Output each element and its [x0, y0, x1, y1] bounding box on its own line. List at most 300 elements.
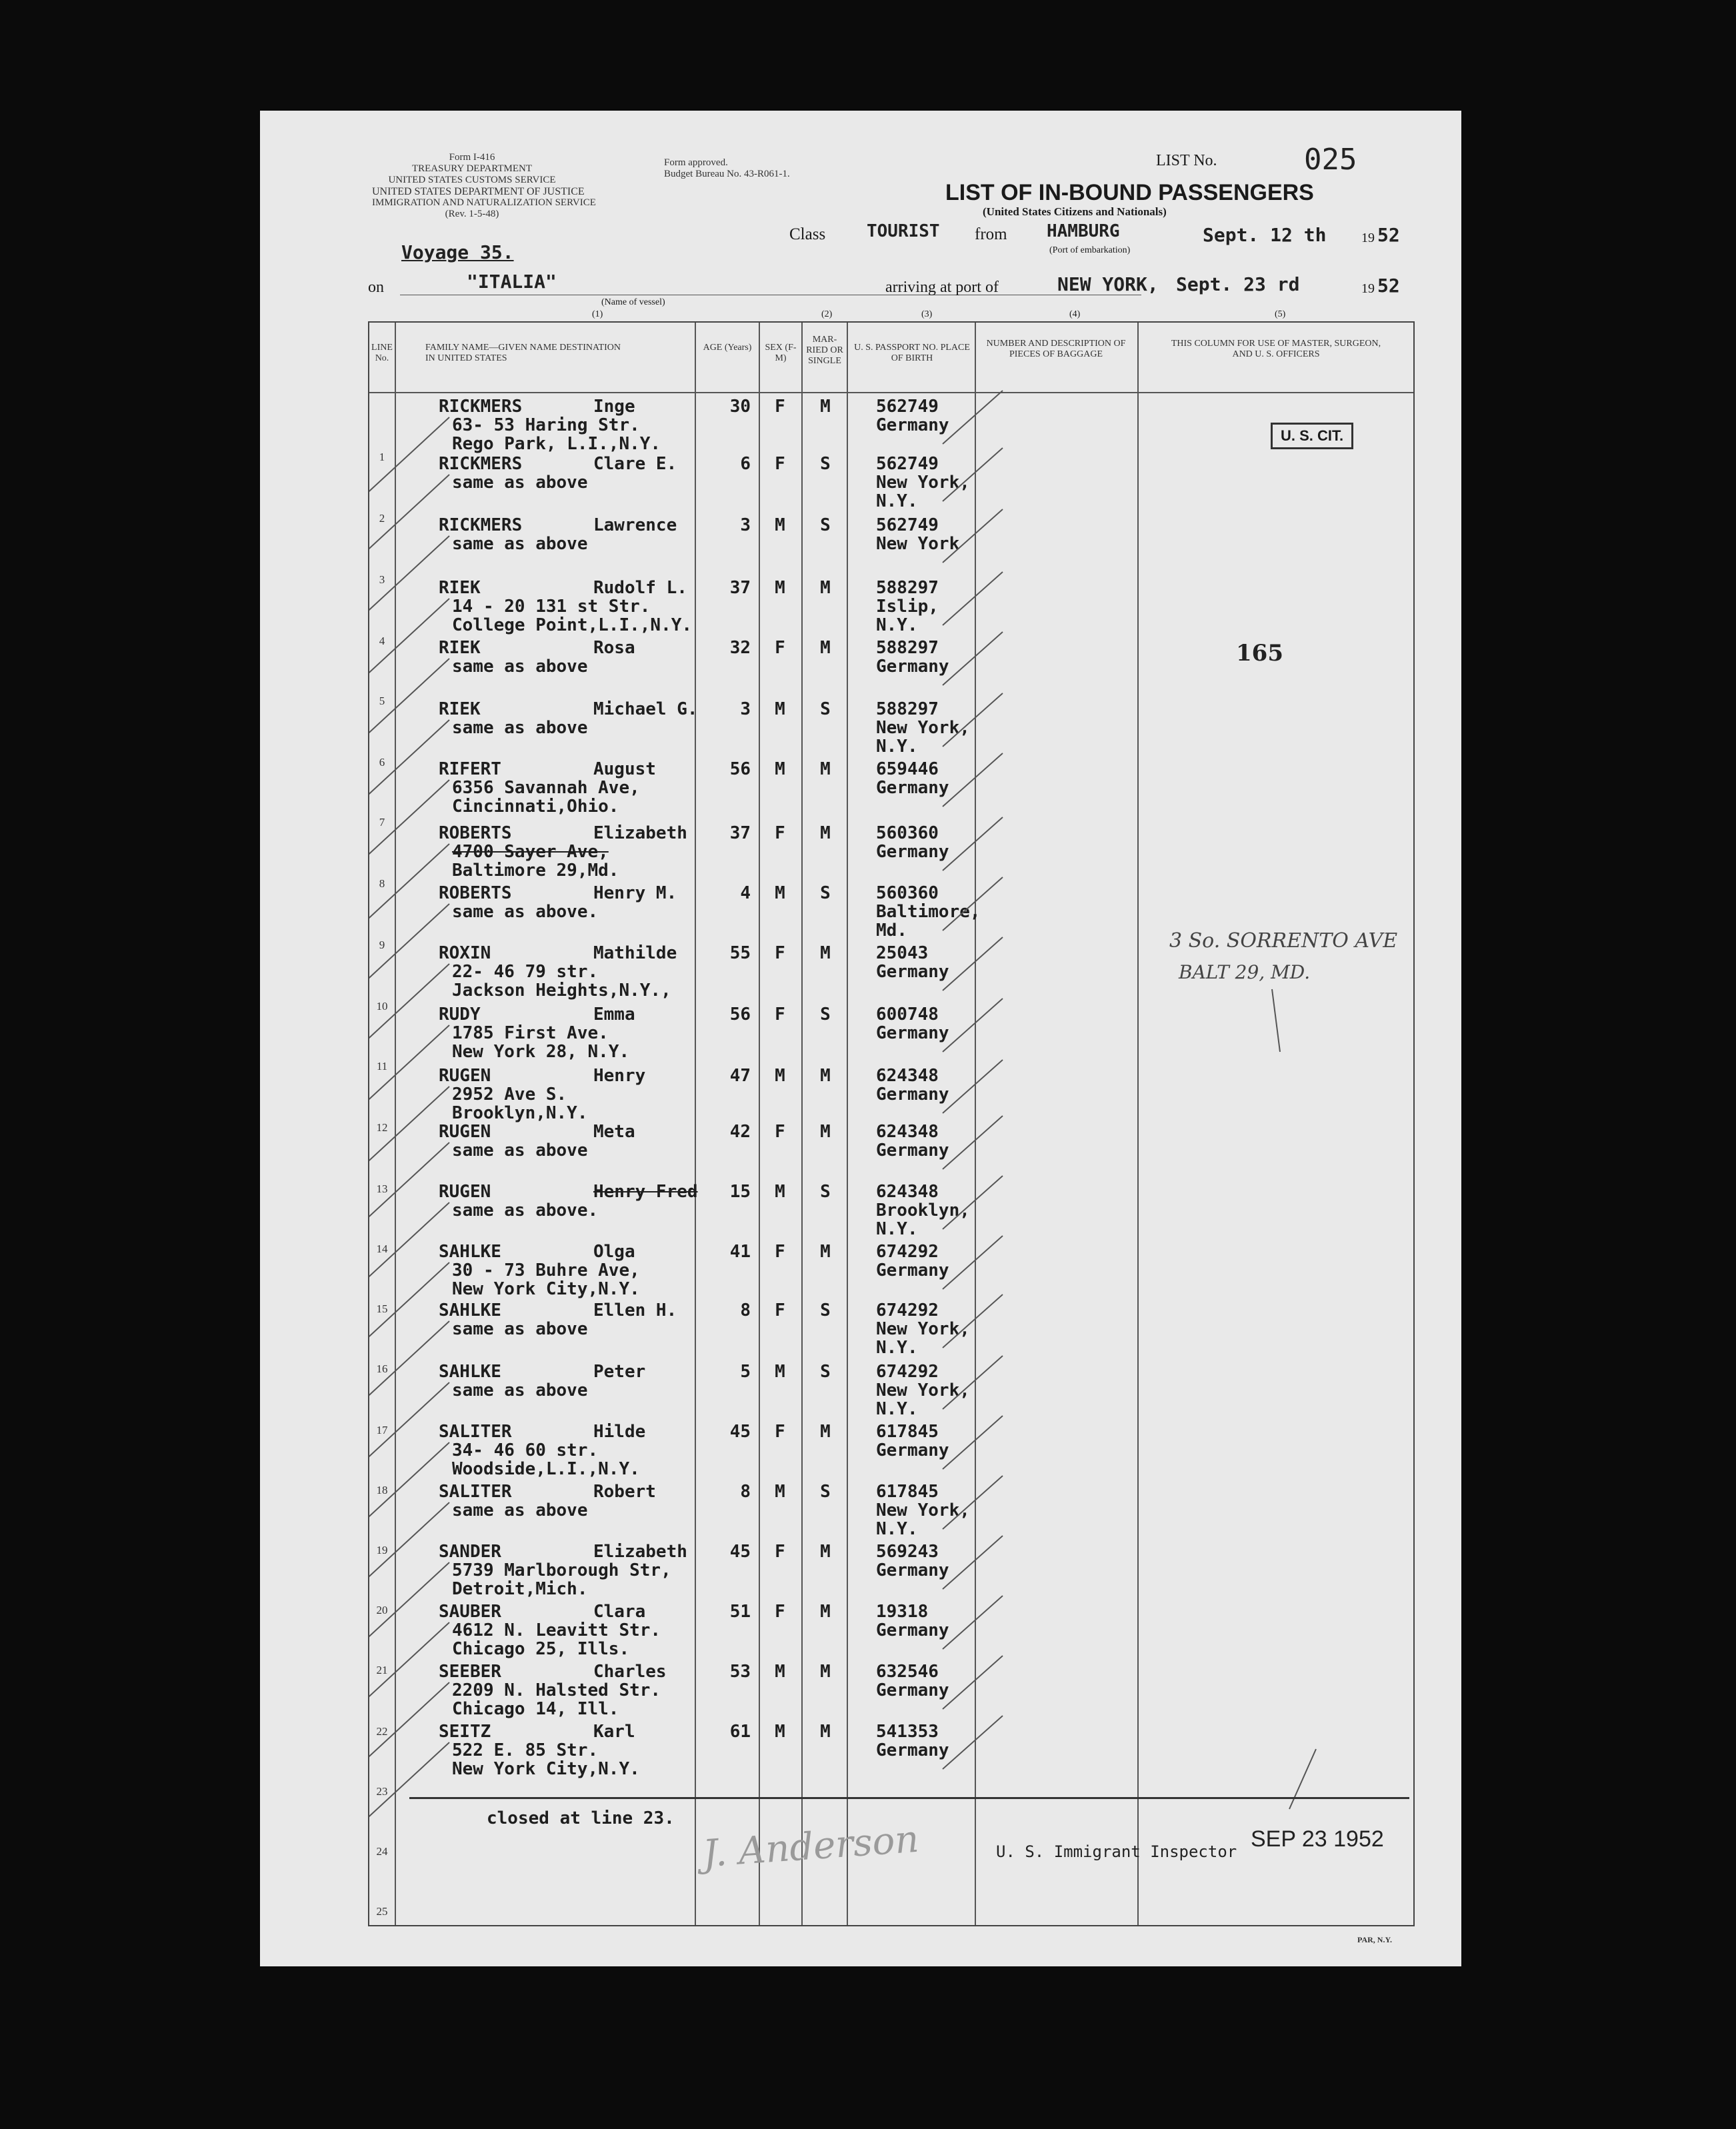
check-mark — [369, 1025, 449, 1105]
passport-number: 560360 — [876, 823, 939, 843]
birthplace-line-2: N.Y. — [876, 1399, 918, 1419]
check-mark — [943, 1294, 1003, 1348]
family-name: RICKMERS — [439, 397, 523, 417]
marital-status: M — [820, 943, 831, 963]
sex: F — [775, 823, 785, 843]
age: 45 — [729, 1422, 751, 1442]
list-number: 025 — [1304, 143, 1357, 177]
passport-number: 617845 — [876, 1422, 939, 1442]
passport-number: 659446 — [876, 759, 939, 779]
given-name: Lawrence — [593, 515, 677, 535]
sex: F — [775, 1122, 785, 1142]
line-number: 4 — [379, 635, 385, 647]
check-mark — [369, 844, 449, 924]
given-name: Emma — [593, 1005, 635, 1025]
given-name: Elizabeth — [593, 823, 687, 843]
birthplace-line-1: New York, — [876, 1319, 970, 1339]
passport-number: 600748 — [876, 1005, 939, 1025]
birthplace-line-1: New York, — [876, 718, 970, 738]
line-number: 23 — [376, 1785, 388, 1798]
line-number: 10 — [376, 1000, 388, 1013]
header-sex: SEX (F-M) — [765, 343, 797, 363]
passport-number: 588297 — [876, 578, 939, 598]
sex: F — [775, 454, 785, 474]
address-line-1: 14 - 20 131 st Str. — [452, 597, 651, 617]
marital-status: M — [820, 1066, 831, 1086]
age: 30 — [729, 397, 751, 417]
age: 3 — [740, 515, 751, 535]
birthplace-line-2: Md. — [876, 921, 907, 941]
birthplace-line-1: Germany — [876, 1084, 949, 1104]
check-mark — [369, 475, 449, 555]
age: 56 — [729, 759, 751, 779]
marital-status: M — [820, 1602, 831, 1622]
family-name: RICKMERS — [439, 454, 523, 474]
class-label: Class — [789, 225, 826, 243]
age: 37 — [729, 823, 751, 843]
age: 32 — [729, 638, 751, 658]
given-name: Peter — [593, 1362, 646, 1382]
family-name: RUGEN — [439, 1182, 491, 1202]
birthplace-line-1: Germany — [876, 842, 949, 862]
check-mark — [369, 1682, 449, 1762]
ins-service: IMMIGRATION AND NATURALIZATION SERVICE — [372, 197, 596, 208]
address-line-1: same as above. — [452, 1200, 599, 1220]
check-mark — [943, 1116, 1003, 1169]
address-line-2: Jackson Heights,N.Y., — [452, 981, 671, 1001]
check-mark — [369, 1502, 449, 1582]
family-name: SAHLKE — [439, 1300, 501, 1320]
age: 6 — [740, 454, 751, 474]
given-name: Elizabeth — [593, 1542, 687, 1562]
departure-date: Sept. 12 th — [1203, 224, 1327, 246]
printer-mark: PAR, N.Y. — [1357, 1935, 1393, 1944]
marital-status: M — [820, 1662, 831, 1682]
family-name: RIEK — [439, 699, 481, 719]
address-line-1: 5739 Marlborough Str, — [452, 1560, 671, 1580]
age: 5 — [740, 1362, 751, 1382]
inspection-stamp-date: SEP 23 1952 — [1251, 1826, 1384, 1852]
family-name: ROXIN — [439, 943, 491, 963]
address-line-2: College Point,L.I.,N.Y. — [452, 615, 693, 635]
line-number: 20 — [376, 1604, 388, 1616]
check-mark — [943, 877, 1003, 931]
sex: F — [775, 1422, 785, 1442]
check-mark — [369, 904, 449, 984]
sex: M — [775, 1362, 785, 1382]
given-name: Karl — [593, 1722, 635, 1742]
marital-status: S — [820, 1005, 831, 1025]
form-number: Form I-416 — [449, 152, 495, 163]
given-name: Rudolf L. — [593, 578, 687, 598]
sex: M — [775, 1066, 785, 1086]
family-name: SANDER — [439, 1542, 501, 1562]
marital-status: S — [820, 1182, 831, 1202]
birthplace-line-1: Germany — [876, 1440, 949, 1460]
family-name: ROBERTS — [439, 823, 512, 843]
marital-status: S — [820, 1482, 831, 1502]
check-mark — [943, 1596, 1003, 1649]
marital-status: M — [820, 759, 831, 779]
given-name: Henry — [593, 1066, 646, 1086]
us-citizen-stamp: U. S. CIT. — [1271, 423, 1353, 449]
address-line-1: same as above — [452, 1140, 588, 1160]
check-mark — [943, 1656, 1003, 1709]
address-line-1: same as above — [452, 473, 588, 493]
address-line-2: Woodside,L.I.,N.Y. — [452, 1459, 640, 1479]
vessel-name: "ITALIA" — [467, 271, 557, 293]
sex: M — [775, 699, 785, 719]
col-num-1: (1) — [592, 309, 603, 319]
birthplace-line-2: N.Y. — [876, 491, 918, 511]
check-mark — [369, 536, 449, 616]
family-name: RUDY — [439, 1005, 481, 1025]
justice-dept: UNITED STATES DEPARTMENT OF JUSTICE — [372, 186, 585, 197]
check-mark — [369, 599, 449, 679]
birthplace-line-1: New York, — [876, 1380, 970, 1400]
port-embark-note: (Port of embarkation) — [1049, 245, 1131, 255]
family-name: ROBERTS — [439, 883, 512, 903]
given-name: Ellen H. — [593, 1300, 677, 1320]
closed-note: closed at line 23. — [487, 1808, 675, 1828]
line-number: 17 — [376, 1424, 388, 1436]
line-number: 15 — [376, 1302, 388, 1315]
line-number: 9 — [379, 939, 385, 951]
address-line-2: Chicago 25, Ills. — [452, 1639, 630, 1659]
address-line-2: Brooklyn,N.Y. — [452, 1103, 588, 1123]
header-married: MAR- RIED OR SINGLE — [806, 335, 843, 366]
address-line-1: 63- 53 Haring Str. — [452, 415, 640, 435]
page-title: LIST OF IN-BOUND PASSENGERS — [945, 180, 1314, 205]
line-number: 2 — [379, 512, 385, 525]
arriving-label: arriving at port of — [885, 279, 999, 296]
address-line-2: Chicago 14, Ill. — [452, 1699, 619, 1719]
passport-number: 632546 — [876, 1662, 939, 1682]
birthplace-line-1: Baltimore, — [876, 902, 981, 922]
form-approval — [664, 157, 790, 180]
check-mark — [943, 1476, 1003, 1529]
birthplace-line-1: New York — [876, 534, 960, 554]
from-label: from — [975, 225, 1007, 243]
address-line-2: New York City,N.Y. — [452, 1279, 640, 1299]
from-value: HAMBURG — [1047, 221, 1120, 241]
age: 8 — [740, 1482, 751, 1502]
officer-note-2: BALT 29, MD. — [1179, 961, 1311, 983]
sex: M — [775, 578, 785, 598]
line-number: 21 — [376, 1664, 388, 1676]
passport-number: 541353 — [876, 1722, 939, 1742]
header-age: AGE (Years) — [703, 343, 752, 353]
check-mark — [943, 509, 1003, 563]
check-mark — [369, 1086, 449, 1166]
birthplace-line-1: Germany — [876, 1620, 949, 1640]
check-marks — [369, 323, 1413, 1925]
arrival-year-prefix: 19 — [1361, 281, 1375, 296]
address-line-1: 4612 N. Leavitt Str. — [452, 1620, 661, 1640]
address-line-1: 2952 Ave S. — [452, 1084, 567, 1104]
line-number: 19 — [376, 1544, 388, 1556]
check-mark — [369, 1321, 449, 1401]
age: 45 — [729, 1542, 751, 1562]
arrival-port: NEW YORK, — [1057, 273, 1159, 295]
marital-status: M — [820, 1122, 831, 1142]
line-number: 12 — [376, 1121, 388, 1134]
passport-number: 617845 — [876, 1482, 939, 1502]
given-name: Clara — [593, 1602, 646, 1622]
passport-number: 19318 — [876, 1602, 929, 1622]
check-mark — [369, 964, 449, 1044]
check-mark — [943, 448, 1003, 501]
passport-number: 674292 — [876, 1242, 939, 1262]
check-mark — [943, 1236, 1003, 1289]
line-number: 13 — [376, 1182, 388, 1195]
line-number: 7 — [379, 816, 385, 829]
check-mark — [369, 720, 449, 800]
sex: F — [775, 638, 785, 658]
on-label: on — [368, 279, 384, 296]
form-approved: Form approved. — [664, 157, 728, 168]
passport-number: 588297 — [876, 638, 939, 658]
address-line-2: New York City,N.Y. — [452, 1759, 640, 1779]
list-label: LIST No. — [1156, 152, 1217, 169]
age: 4 — [740, 883, 751, 903]
marital-status: M — [820, 578, 831, 598]
check-mark — [369, 1382, 449, 1462]
address-line-1: 522 E. 85 Str. — [452, 1740, 599, 1760]
passport-number: 560360 — [876, 883, 939, 903]
address-line-2: Rego Park, L.I.,N.Y. — [452, 434, 661, 454]
passport-number: 569243 — [876, 1542, 939, 1562]
address-line-1: same as above — [452, 1319, 588, 1339]
check-mark — [369, 780, 449, 860]
birthplace-line-2: N.Y. — [876, 1519, 918, 1539]
line-number: 22 — [376, 1725, 388, 1738]
sex: F — [775, 397, 785, 417]
officer-count: 165 — [1236, 640, 1283, 667]
age: 37 — [729, 578, 751, 598]
address-line-1: 30 - 73 Buhre Ave, — [452, 1260, 640, 1280]
age: 8 — [740, 1300, 751, 1320]
sex: F — [775, 1300, 785, 1320]
passport-number: 562749 — [876, 515, 939, 535]
check-mark — [369, 1202, 449, 1282]
address-line-1: 6356 Savannah Ave, — [452, 778, 640, 798]
given-name: Hilde — [593, 1422, 646, 1442]
revision-date: (Rev. 1-5-48) — [445, 209, 499, 219]
address-line-1: same as above — [452, 1500, 588, 1520]
check-mark — [369, 1742, 449, 1822]
line-number: 24 — [376, 1845, 388, 1858]
marital-status: M — [820, 1542, 831, 1562]
col-num-4: (4) — [1069, 309, 1081, 319]
passenger-table — [368, 321, 1415, 1926]
age: 56 — [729, 1005, 751, 1025]
age: 15 — [729, 1182, 751, 1202]
departure-year-prefix: 19 — [1361, 231, 1375, 245]
given-name: Inge — [593, 397, 635, 417]
birthplace-line-2: N.Y. — [876, 1338, 918, 1358]
sex: F — [775, 1242, 785, 1262]
given-name: Michael G. — [593, 699, 698, 719]
header-name: FAMILY NAME—GIVEN NAME DESTINATION IN UNITED STATES — [425, 343, 621, 363]
check-mark — [369, 1562, 449, 1642]
marital-status: M — [820, 823, 831, 843]
arrival-date: Sept. 23 rd — [1176, 273, 1300, 295]
marital-status: S — [820, 699, 831, 719]
check-mark — [1272, 989, 1280, 1052]
family-name: SALITER — [439, 1422, 512, 1442]
age: 47 — [729, 1066, 751, 1086]
check-mark — [943, 391, 1003, 444]
passport-number: 674292 — [876, 1362, 939, 1382]
arrival-year: 52 — [1377, 275, 1400, 297]
manifest-page — [260, 111, 1461, 1966]
given-name: Clare E. — [593, 454, 677, 474]
given-name: August — [593, 759, 656, 779]
marital-status: S — [820, 454, 831, 474]
family-name: SAHLKE — [439, 1362, 501, 1382]
sex: M — [775, 1662, 785, 1682]
sex: F — [775, 1542, 785, 1562]
age: 55 — [729, 943, 751, 963]
address-line-1: same as above — [452, 534, 588, 554]
check-mark — [943, 632, 1003, 685]
age: 41 — [729, 1242, 751, 1262]
family-name: SAUBER — [439, 1602, 501, 1622]
sex: M — [775, 883, 785, 903]
col-num-2: (2) — [821, 309, 833, 319]
line-number: 5 — [379, 695, 385, 707]
address-line-1: 1785 First Ave. — [452, 1023, 609, 1043]
birthplace-line-1: Germany — [876, 778, 949, 798]
passport-number: 588297 — [876, 699, 939, 719]
birthplace-line-1: Germany — [876, 1680, 949, 1700]
inspector-signature: J. Anderson — [701, 1817, 921, 1876]
check-mark — [943, 817, 1003, 871]
close-line — [409, 1797, 1409, 1799]
address-line-2: Detroit,Mich. — [452, 1579, 588, 1599]
check-mark — [943, 693, 1003, 747]
address-line-2: New York 28, N.Y. — [452, 1042, 630, 1062]
sex: M — [775, 515, 785, 535]
marital-status: M — [820, 397, 831, 417]
address-line-1: same as above. — [452, 902, 599, 922]
check-mark — [369, 1442, 449, 1522]
passport-number: 562749 — [876, 454, 939, 474]
header-passport: U. S. PASSPORT NO. PLACE OF BIRTH — [854, 343, 970, 363]
given-name: Rosa — [593, 638, 635, 658]
header-line-no: LINE No. — [371, 343, 393, 363]
line-number: 8 — [379, 877, 385, 890]
given-name: Henry M. — [593, 883, 677, 903]
budget-bureau: Budget Bureau No. 43-R061-1. — [664, 169, 790, 179]
address-line-2: Baltimore 29,Md. — [452, 861, 619, 881]
departure-year: 52 — [1377, 224, 1400, 246]
sex: M — [775, 759, 785, 779]
birthplace-line-1: Germany — [876, 1260, 949, 1280]
check-mark — [369, 1142, 449, 1222]
sex: M — [775, 1182, 785, 1202]
age: 61 — [729, 1722, 751, 1742]
sex: M — [775, 1722, 785, 1742]
birthplace-line-1: New York, — [876, 473, 970, 493]
agency-block — [372, 152, 596, 220]
check-mark — [943, 937, 1003, 991]
family-name: RIEK — [439, 638, 481, 658]
birthplace-line-2: N.Y. — [876, 1219, 918, 1239]
sex: F — [775, 1005, 785, 1025]
given-name: Charles — [593, 1662, 667, 1682]
birthplace-line-1: Germany — [876, 1740, 949, 1760]
check-mark — [943, 1356, 1003, 1409]
address-line-1: 34- 46 60 str. — [452, 1440, 599, 1460]
birthplace-line-1: Germany — [876, 415, 949, 435]
line-number: 16 — [376, 1362, 388, 1375]
marital-status: S — [820, 515, 831, 535]
vessel-note: (Name of vessel) — [601, 297, 665, 307]
line-number: 25 — [376, 1905, 388, 1918]
line-number: 14 — [376, 1242, 388, 1255]
voyage-number: Voyage 35. — [401, 241, 514, 263]
passport-number: 674292 — [876, 1300, 939, 1320]
given-name: Olga — [593, 1242, 635, 1262]
passport-number: 624348 — [876, 1182, 939, 1202]
address-line-1: same as above — [452, 1380, 588, 1400]
class-value: TOURIST — [867, 221, 940, 241]
check-mark — [943, 1176, 1003, 1229]
check-mark — [943, 1536, 1003, 1589]
birthplace-line-1: Islip, — [876, 597, 939, 617]
address-line-1: 4700 Sayer Ave, — [452, 842, 609, 862]
header-officers: THIS COLUMN FOR USE OF MASTER, SURGEON, AND U. S. OFFICERS — [1171, 339, 1381, 359]
officer-note-1: 3 So. SORRENTO AVE — [1169, 929, 1398, 953]
address-line-1: 22- 46 79 str. — [452, 962, 599, 982]
given-name: Mathilde — [593, 943, 677, 963]
birthplace-line-1: Germany — [876, 962, 949, 982]
line-number: 11 — [376, 1060, 388, 1072]
given-name: Robert — [593, 1482, 656, 1502]
check-mark — [369, 1262, 449, 1342]
check-mark — [369, 659, 449, 739]
birthplace-line-2: N.Y. — [876, 615, 918, 635]
birthplace-line-1: New York, — [876, 1500, 970, 1520]
check-mark — [943, 999, 1003, 1052]
check-mark — [943, 572, 1003, 625]
treasury-dept: TREASURY DEPARTMENT — [411, 163, 533, 174]
birthplace-line-1: Germany — [876, 1023, 949, 1043]
sex: F — [775, 1602, 785, 1622]
given-name: Henry Fred — [593, 1182, 698, 1202]
col-num-5: (5) — [1275, 309, 1286, 319]
address-line-2: Cincinnati,Ohio. — [452, 797, 619, 817]
customs-service: UNITED STATES CUSTOMS SERVICE — [388, 175, 556, 185]
sex: F — [775, 943, 785, 963]
inspector-label: U. S. Immigrant Inspector — [996, 1842, 1237, 1861]
marital-status: M — [820, 1722, 831, 1742]
check-mark — [943, 1416, 1003, 1469]
family-name: SEITZ — [439, 1722, 491, 1742]
birthplace-line-2: N.Y. — [876, 737, 918, 757]
check-mark — [369, 1622, 449, 1702]
family-name: RIEK — [439, 578, 481, 598]
age: 3 — [740, 699, 751, 719]
marital-status: S — [820, 883, 831, 903]
address-line-1: 2209 N. Halsted Str. — [452, 1680, 661, 1700]
family-name: RUGEN — [439, 1122, 491, 1142]
marital-status: M — [820, 638, 831, 658]
address-line-1: same as above — [452, 657, 588, 677]
passport-number: 624348 — [876, 1122, 939, 1142]
